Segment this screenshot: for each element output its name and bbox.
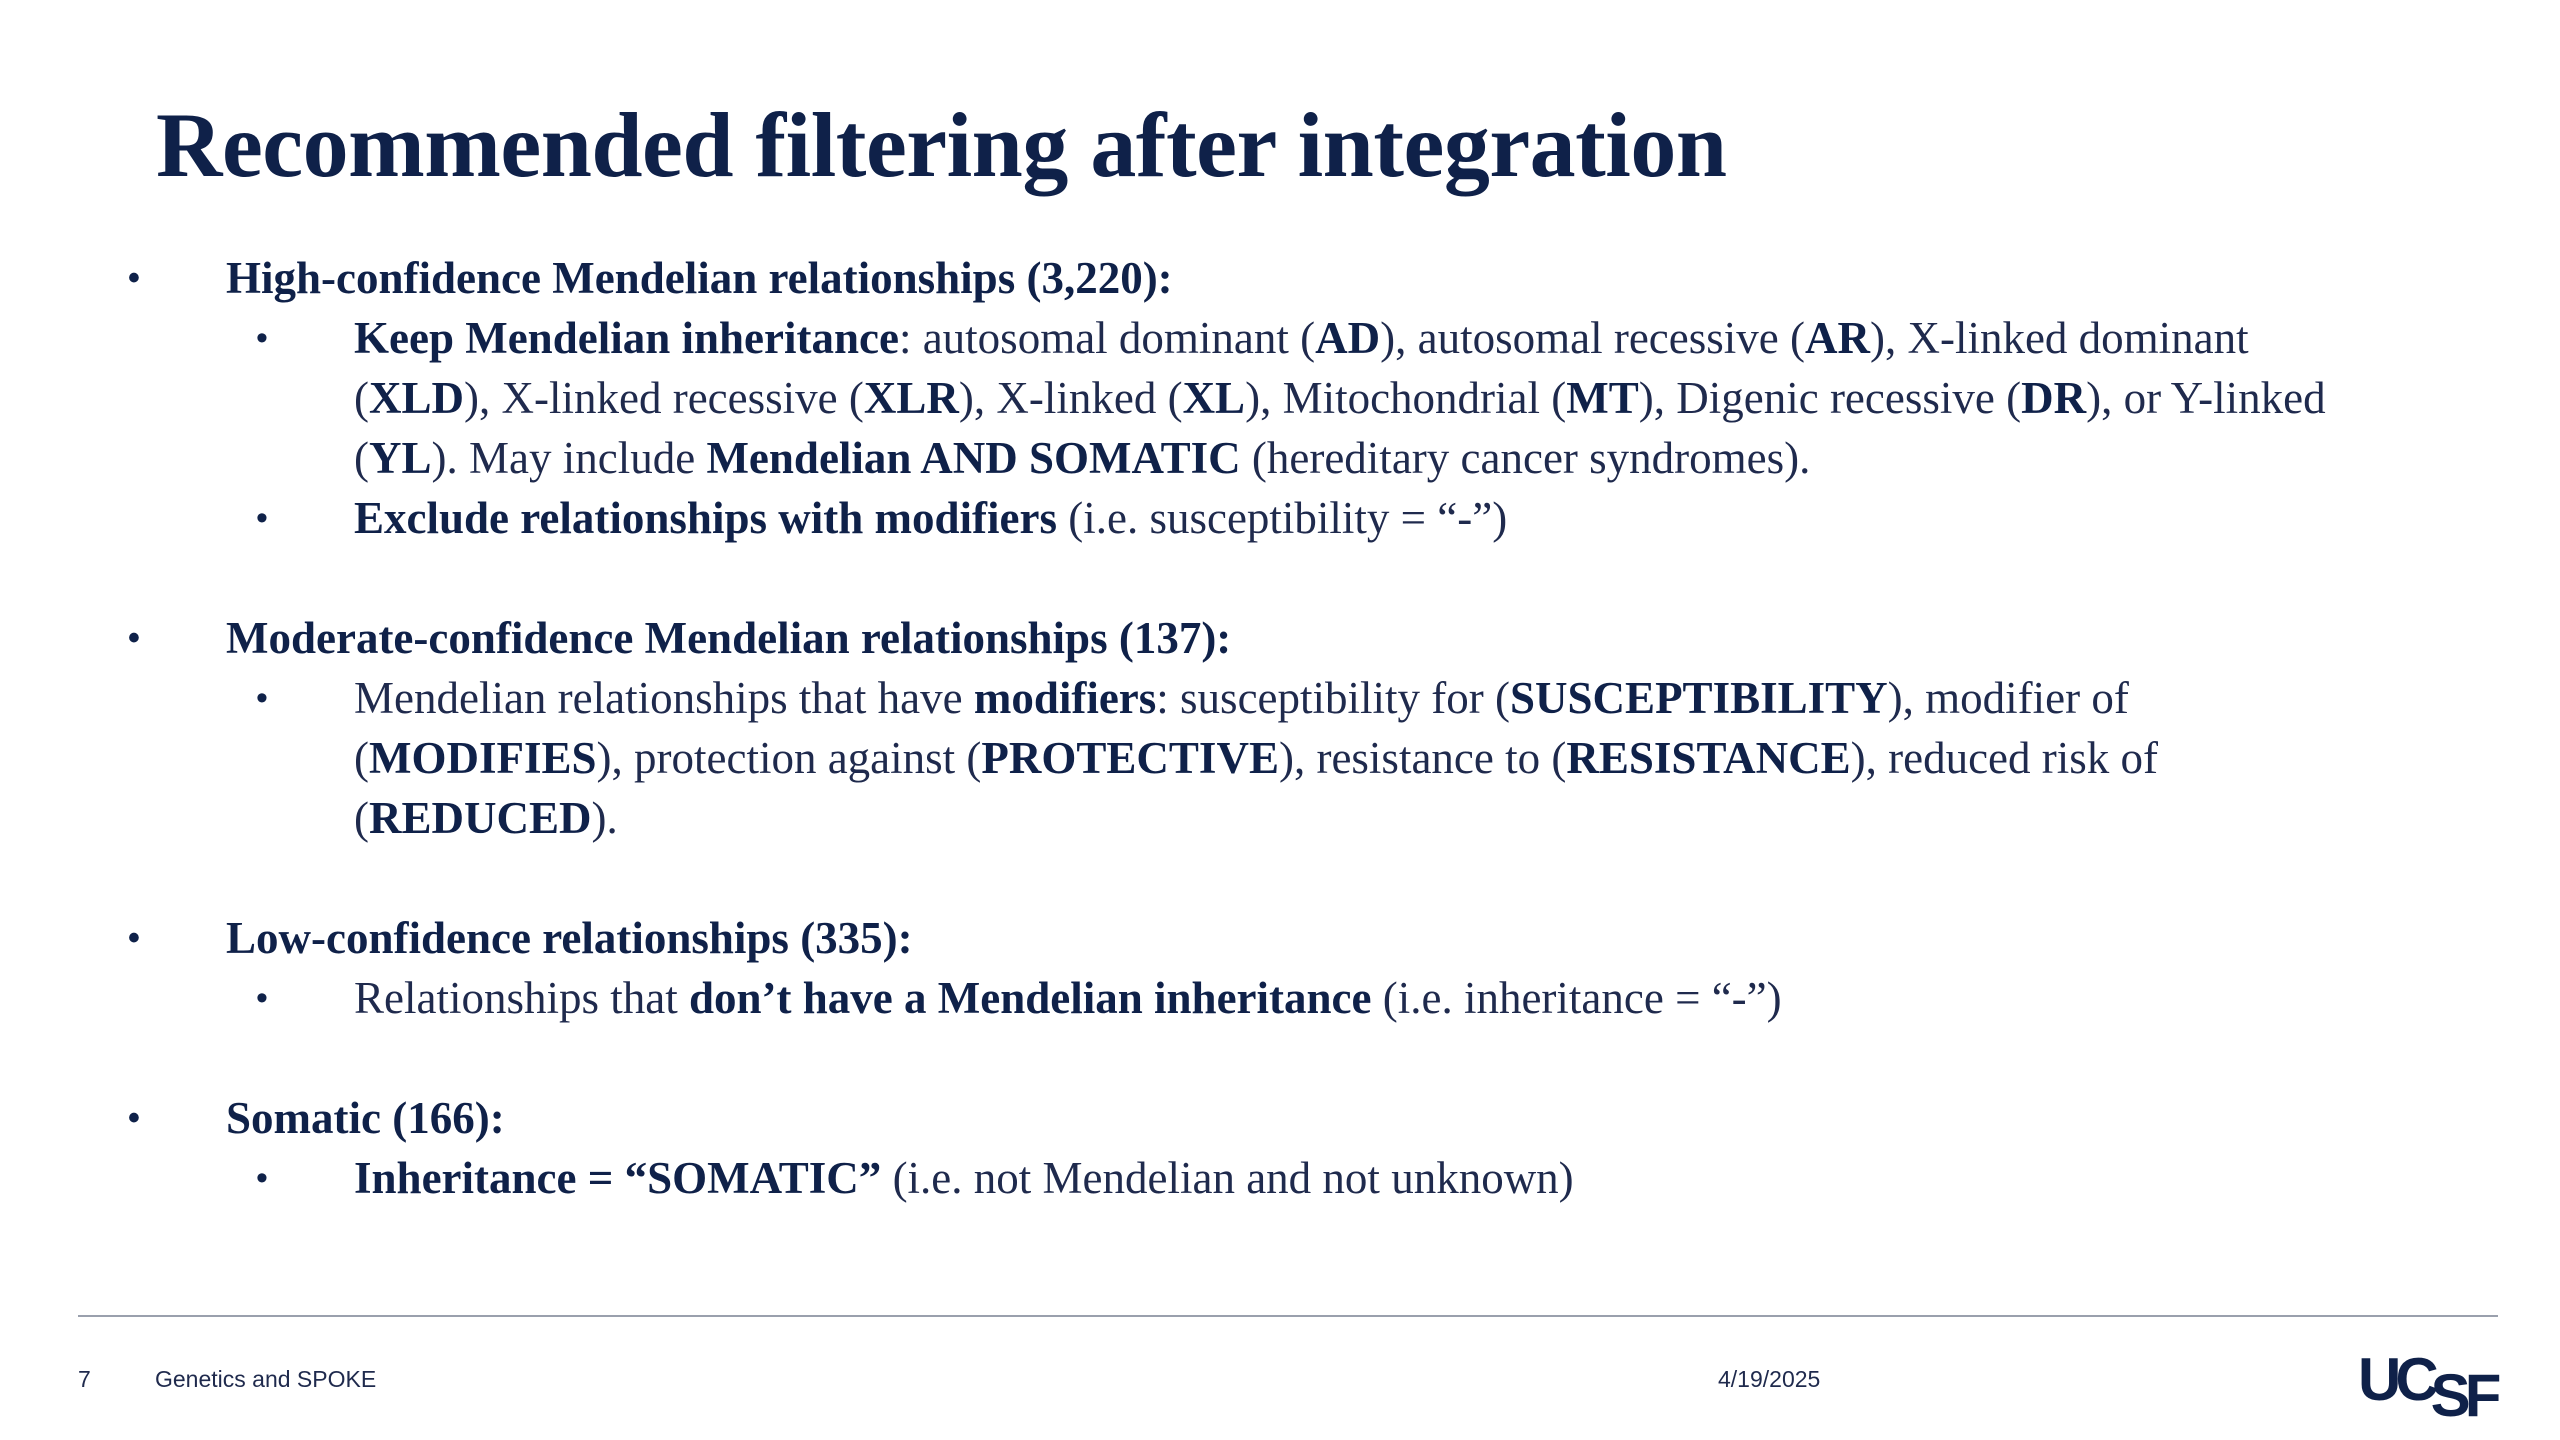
- text-run: ).: [591, 793, 618, 843]
- slide-title: Recommended filtering after integration: [156, 94, 1727, 196]
- text-run: Mendelian relationships that have: [354, 673, 974, 723]
- section-heading-text: High-confidence Mendelian relationships (3,220):: [226, 253, 1173, 303]
- bold-text: DR: [2021, 373, 2087, 423]
- sub-bullet-text: [354, 968, 2354, 1028]
- text-run: (i.e. not Mendelian and not unknown): [881, 1153, 1574, 1203]
- text-run: ), autosomal recessive (: [1380, 313, 1805, 363]
- logo-text-uc: UC: [2358, 1346, 2433, 1413]
- section-heading: [128, 1088, 2428, 1148]
- bullet-icon: •: [256, 319, 268, 357]
- bullet-icon: •: [128, 259, 140, 297]
- bold-text: XLR: [863, 373, 959, 423]
- text-run: ), X-linked dominant (: [354, 313, 2249, 423]
- section-heading-text: Moderate-confidence Mendelian relationships (137):: [226, 613, 1232, 663]
- bold-text: XLD: [369, 373, 465, 423]
- bullet-icon: •: [128, 1099, 140, 1137]
- bullet-icon: •: [256, 979, 268, 1017]
- bold-text: XL: [1182, 373, 1246, 423]
- sub-bullet: [128, 1148, 2428, 1208]
- page-number: 7: [78, 1366, 91, 1392]
- section-heading: [128, 248, 2428, 308]
- bold-text: Inheritance = “SOMATIC”: [354, 1153, 882, 1203]
- ucsf-logo: [2358, 1345, 2496, 1429]
- bullet-icon: •: [256, 499, 268, 537]
- text-run: ), protection against (: [596, 733, 982, 783]
- bold-text: RESISTANCE: [1566, 733, 1851, 783]
- section-1: [128, 248, 2428, 548]
- footer-date: 4/19/2025: [1718, 1366, 1821, 1392]
- footer-divider: [78, 1315, 2498, 1317]
- section-3: [128, 908, 2428, 1028]
- text-run: ). May include: [431, 433, 707, 483]
- bold-text: don’t have a Mendelian inheritance: [688, 973, 1372, 1023]
- sub-bullet-text: [354, 1148, 2354, 1208]
- bullet-icon: •: [256, 1159, 268, 1197]
- text-run: (i.e. susceptibility = “-”): [1056, 493, 1508, 543]
- section-heading: [128, 608, 2428, 668]
- text-run: ), X-linked (: [958, 373, 1183, 423]
- text-run: (i.e. inheritance = “-”): [1371, 973, 1782, 1023]
- text-run: ), modifier of (: [354, 673, 2129, 783]
- text-run: Relationships that: [354, 973, 689, 1023]
- text-run: ), reduced risk of (: [354, 733, 2159, 843]
- text-run: ), or Y-linked (: [354, 373, 2326, 483]
- bold-text: MT: [1566, 373, 1639, 423]
- text-run: : autosomal dominant (: [898, 313, 1316, 363]
- bold-text: MODIFIES: [369, 733, 597, 783]
- footer-label: Genetics and SPOKE: [155, 1366, 377, 1392]
- bold-text: Mendelian AND SOMATIC: [706, 433, 1241, 483]
- text-run: ), Digenic recessive (: [1638, 373, 2022, 423]
- logo-text-sf: SF: [2430, 1362, 2496, 1429]
- text-run: ), resistance to (: [1278, 733, 1567, 783]
- section-heading: [128, 908, 2428, 968]
- bold-text: Exclude relationships with modifiers: [354, 493, 1057, 543]
- bold-text: modifiers: [973, 673, 1157, 723]
- bold-text: PROTECTIVE: [981, 733, 1279, 783]
- sub-bullet-text: [354, 308, 2354, 488]
- bullet-content: [128, 248, 2428, 1268]
- bold-text: YL: [369, 433, 432, 483]
- section-2: [128, 608, 2428, 848]
- section-heading-text: Low-confidence relationships (335):: [226, 913, 913, 963]
- bold-text: AR: [1804, 313, 1870, 363]
- bullet-icon: •: [128, 619, 140, 657]
- text-run: ), X-linked recessive (: [464, 373, 864, 423]
- section-heading-text: Somatic (166):: [226, 1093, 505, 1143]
- bold-text: AD: [1315, 313, 1381, 363]
- bullet-icon: •: [256, 679, 268, 717]
- bold-text: Keep Mendelian inheritance: [354, 313, 899, 363]
- sub-bullet-text: [354, 668, 2354, 848]
- sub-bullet: [128, 308, 2428, 488]
- text-run: : susceptibility for (: [1156, 673, 1510, 723]
- text-run: (hereditary cancer syndromes).: [1240, 433, 1811, 483]
- sub-bullet: [128, 488, 2428, 548]
- sub-bullet-text: [354, 488, 2354, 548]
- sub-bullet: [128, 668, 2428, 848]
- bold-text: SUSCEPTIBILITY: [1510, 673, 1888, 723]
- bullet-icon: •: [128, 919, 140, 957]
- section-4: [128, 1088, 2428, 1208]
- text-run: ), Mitochondrial (: [1245, 373, 1567, 423]
- sub-bullet: [128, 968, 2428, 1028]
- bold-text: REDUCED: [369, 793, 592, 843]
